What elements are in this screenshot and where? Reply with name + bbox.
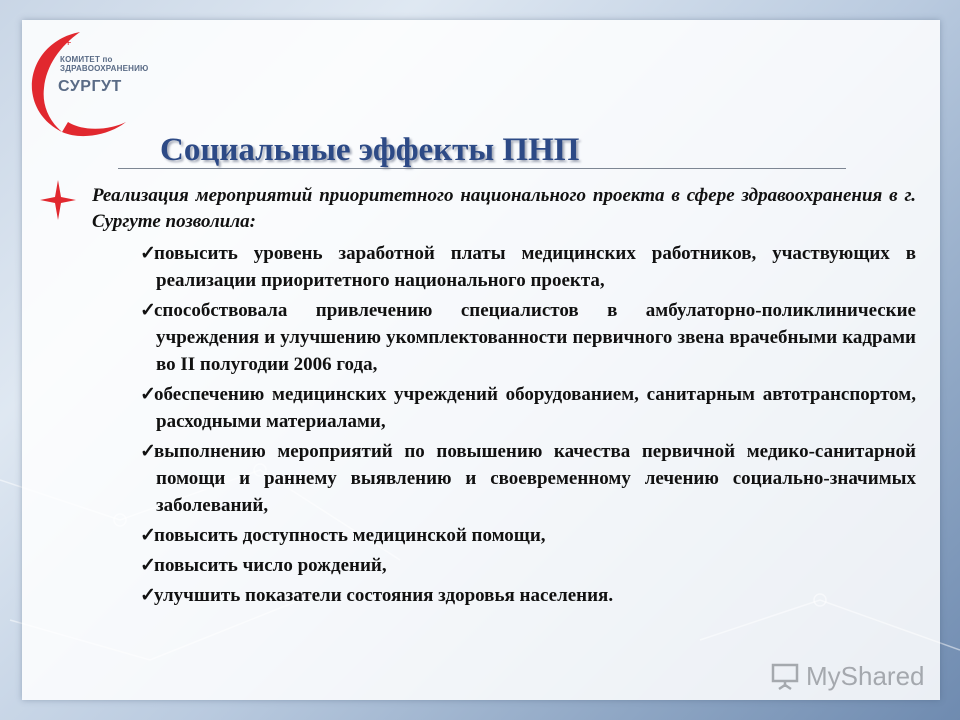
svg-text:+: +: [65, 37, 72, 49]
list-item: ✓способствовала привлечению специалистов в амбулаторно-поликлинические учреждения и улучшению укомплектованности первичного звена врачебными кадрами во II полугодии 2006 года,: [134, 297, 916, 378]
list-item: ✓повысить уровень заработной платы медицинских работников, участвующих в реализации приоритетного национального проекта,: [134, 240, 916, 294]
check-icon: ✓: [140, 525, 156, 546]
list-item: ✓выполнению мероприятий по повышению качества первичной медико-санитарной помощи и раннему выявлению и своевременному лечению социально-значимых заболеваний,: [134, 438, 916, 519]
check-icon: ✓: [140, 243, 156, 264]
list-item: ✓повысить число рождений,: [134, 552, 916, 579]
presentation-board-icon: [770, 661, 800, 691]
check-icon: ✓: [140, 555, 156, 576]
slide-title: Социальные эффекты ПНП: [160, 132, 580, 168]
list-item: ✓повысить доступность медицинской помощи,: [134, 522, 916, 549]
logo-org-text: КОМИТЕТ по ЗДРАВООХРАНЕНИЮ: [60, 55, 149, 73]
intro-text: Реализация мероприятий приоритетного национального проекта в сфере здравоохранения в г. Сургуте позволила:: [92, 185, 916, 232]
check-icon: ✓: [140, 441, 156, 462]
list-item: ✓улучшить показатели состояния здоровья населения.: [134, 582, 916, 609]
check-icon: ✓: [140, 585, 156, 606]
list-item: ✓обеспечению медицинских учреждений оборудованием, санитарным автотранспортом, расходными материалами,: [134, 381, 916, 435]
title-divider: [118, 168, 846, 169]
check-icon: ✓: [140, 300, 156, 321]
effects-list: [134, 240, 916, 612]
logo-city-text: СУРГУТ: [58, 78, 122, 95]
check-icon: ✓: [140, 384, 156, 405]
star-bullet-icon: [40, 180, 76, 220]
watermark: [770, 656, 930, 696]
watermark-text: MyShared: [806, 660, 925, 691]
